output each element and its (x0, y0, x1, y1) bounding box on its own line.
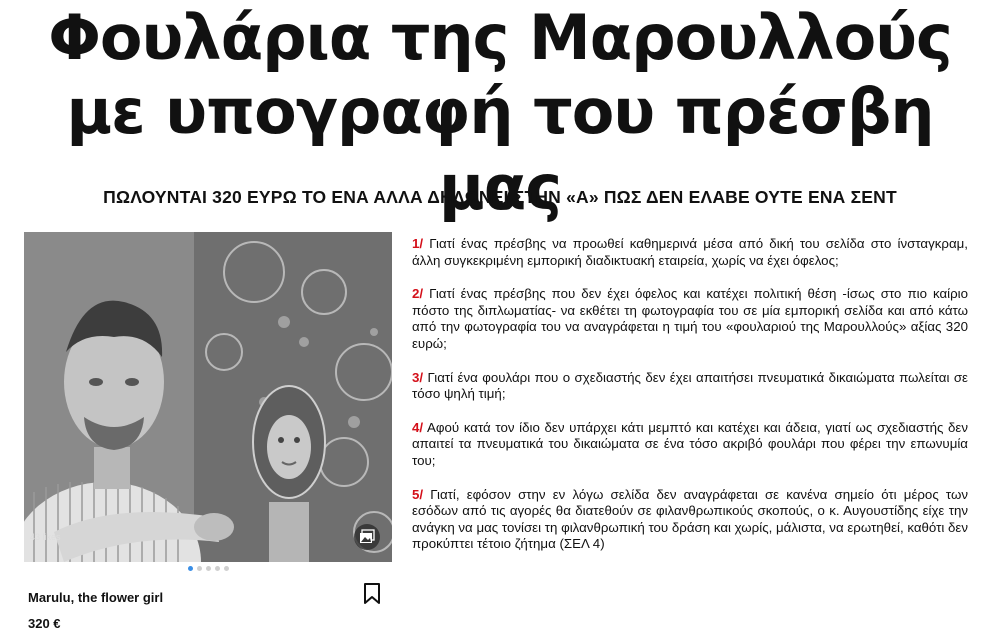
question-paragraph (412, 236, 968, 269)
photo-illustration (24, 232, 392, 562)
question-text: Γιατί ένας πρέσβης να προωθεί καθημερινά μέσα από δική του σελίδα στο ίνσταγκραμ, άλλη συγκεκριμένη εμπορική διαδικτυακή εταιρεία, χωρίς να έχει όφελος; (412, 236, 968, 268)
question-paragraph (412, 370, 968, 403)
question-number: 2/ (412, 286, 424, 302)
bookmark-button[interactable] (362, 582, 382, 611)
question-number: 4/ (412, 419, 424, 435)
article-body (412, 236, 968, 570)
product-photo[interactable] (24, 232, 392, 562)
carousel-dot[interactable] (224, 566, 229, 571)
question-paragraph (412, 420, 968, 470)
carousel-dots[interactable] (24, 566, 392, 571)
headline-line-1: Φουλάρια της Μαρουλλούς (48, 1, 952, 74)
product-price: 320 € (28, 616, 61, 631)
question-text: Γιατί ένας πρέσβης που δεν έχει όφελος και κατέχει πολιτική θέση -ίσως στο πιο καίριο πόστο της διπλωματίας- να εκθέτει τη φωτογραφία του σε μία εμπορική σελίδα και από κάτω από την φωτογραφία του να αναγράφεται η τιμή του «φουλαριού της Μαρουλλούς» αξίας 320 ευρώ; (412, 286, 968, 351)
question-text: Γιατί ένα φουλάρι που ο σχεδιαστής δεν έχει απαιτήσει πνευματικά δικαιώματα πωλείται σε τόσο ψηλή τιμή; (412, 369, 968, 402)
question-text: Γιατί, εφόσον στην εν λόγω σελίδα δεν αναγράφεται σε κανένα σημείο ότι μέρος των εσόδων από τις αγορές θα διατεθούν σε φιλανθρωπικούς σκοπούς, ο κ. Αυγουστίδης είχε την ανάγκη να μας τονίσει τη φιλανθρωπική του δράση και χωρίς, μάλιστα, να ερωτηθεί, καθότι δεν προκύπτει τέτοιο ζήτημα (ΣΕΛ 4) (412, 486, 968, 552)
product-name[interactable]: Marulu, the flower girl (28, 590, 164, 605)
carousel-dot[interactable] (197, 566, 202, 571)
image-gallery-icon (359, 529, 375, 545)
question-number: 3/ (412, 369, 424, 385)
photo-likes-label: 43 likes (30, 532, 61, 542)
question-number: 5/ (412, 486, 424, 502)
carousel-dot[interactable] (188, 566, 193, 571)
question-text: Αφού κατά τον ίδιο δεν υπάρχει κάτι μεμπτό και κατέχει και άδεια, γιατί ως σχεδιαστής δεν απαιτεί τα πνευματικά του δικαιώματα σε ένα τόσο ακριβό φουλάρι που φέρει την επωνυμία του; (412, 419, 968, 468)
question-number: 1/ (412, 236, 424, 251)
headline-line-2: με υπογραφή του πρέσβη μας (66, 75, 934, 224)
question-paragraph (412, 286, 968, 352)
question-paragraph (412, 487, 968, 553)
subheadline: ΠΩΛΟΥΝΤΑΙ 320 ΕΥΡΩ ΤΟ ΕΝΑ ΑΛΛΑ ΔΗΛΩΝΕΙ ΣΤΗΝ «Α» ΠΩΣ ΔΕΝ ΕΛΑΒΕ ΟΥΤΕ ΕΝΑ ΣΕΝΤ (103, 187, 897, 207)
product-card[interactable] (24, 232, 392, 638)
carousel-dot[interactable] (206, 566, 211, 571)
bookmark-icon (362, 582, 382, 606)
gallery-button[interactable] (354, 524, 380, 550)
carousel-dot[interactable] (215, 566, 220, 571)
